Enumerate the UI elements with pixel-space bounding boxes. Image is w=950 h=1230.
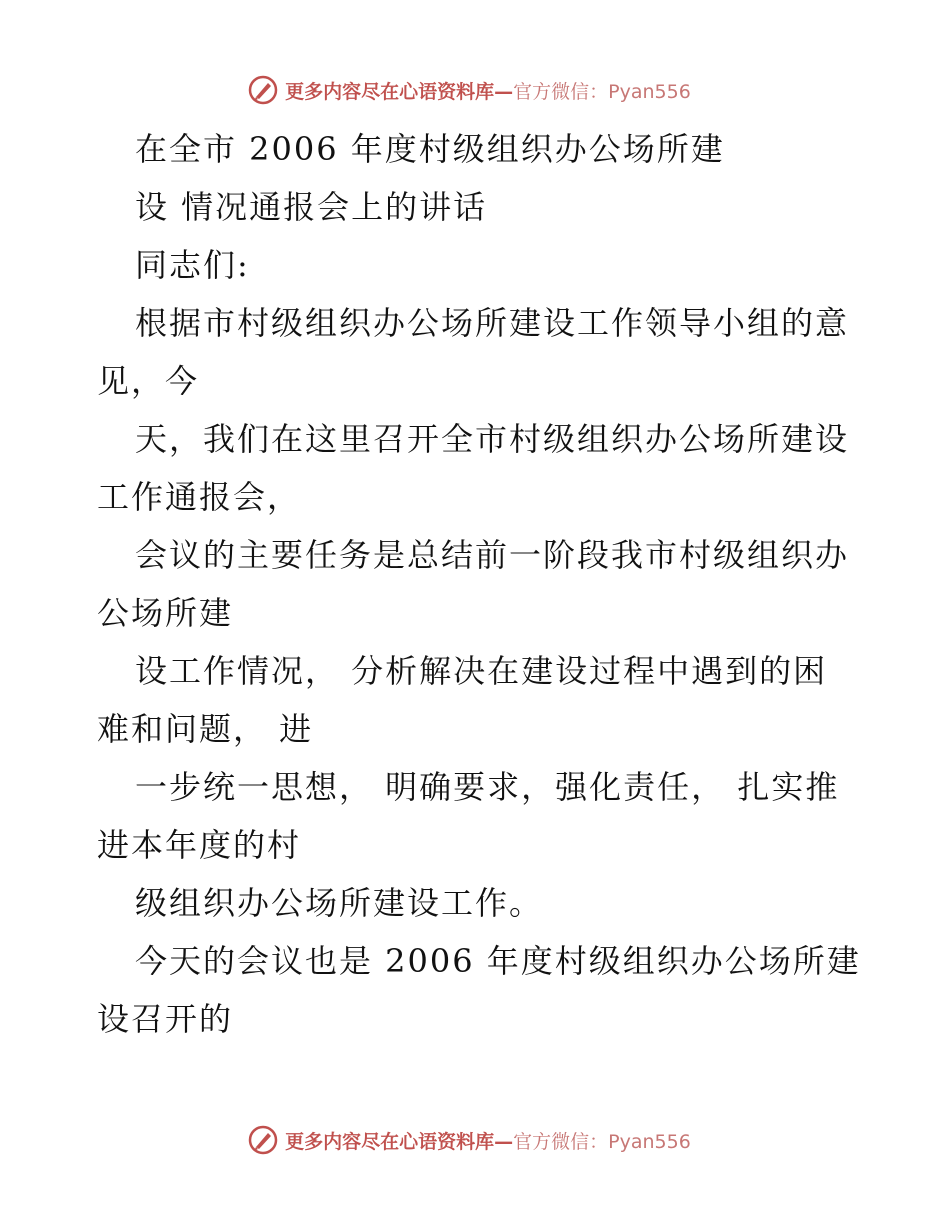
paragraph-line: 工作通报会，: [97, 478, 302, 516]
salutation: 同志们:: [135, 246, 250, 284]
banner-text: [285, 1127, 691, 1154]
paragraph-line: 根据市村级组织办公场所建设工作领导小组的意: [135, 304, 850, 342]
paragraph-line: 进本年度的村: [97, 826, 302, 864]
banner-title: 更多内容尽在心语资料库—: [285, 1130, 514, 1153]
paragraph-line: 难和问题， 进: [97, 710, 314, 748]
banner-wechat: 官方微信：Pyan556: [513, 1130, 691, 1153]
paragraph-line: 设召开的: [97, 1000, 234, 1038]
paragraph-line: 见，今: [97, 362, 200, 400]
paragraph-line: 天，我们在这里召开全市村级组织办公场所建设: [135, 420, 850, 458]
banner-title: 更多内容尽在心语资料库—: [285, 80, 514, 103]
paragraph-line: 级组织办公场所建设工作。: [135, 884, 544, 922]
paragraph-line: 今天的会议也是 2006 年度村级组织办公场所建: [135, 942, 861, 980]
footer-banner: [0, 1120, 950, 1160]
title-line-1: 在全市 2006 年度村级组织办公场所建: [135, 130, 725, 168]
pen-nib-logo-icon: [247, 1124, 279, 1156]
pen-nib-logo-icon: [247, 74, 279, 106]
title-line-2: 设 情况通报会上的讲话: [135, 188, 488, 226]
banner-wechat: 官方微信：Pyan556: [513, 80, 691, 103]
banner-content: [247, 1124, 691, 1156]
banner-text: [285, 77, 691, 104]
banner-content: [247, 74, 691, 106]
document-body: [97, 120, 861, 1048]
paragraph-line: 设工作情况， 分析解决在建设过程中遇到的困: [135, 652, 828, 690]
paragraph-line: 一步统一思想， 明确要求，强化责任， 扎实推: [135, 768, 840, 806]
paragraph-line: 公场所建: [97, 594, 234, 632]
paragraph-line: 会议的主要任务是总结前一阶段我市村级组织办: [135, 536, 850, 574]
header-banner: [0, 70, 950, 110]
